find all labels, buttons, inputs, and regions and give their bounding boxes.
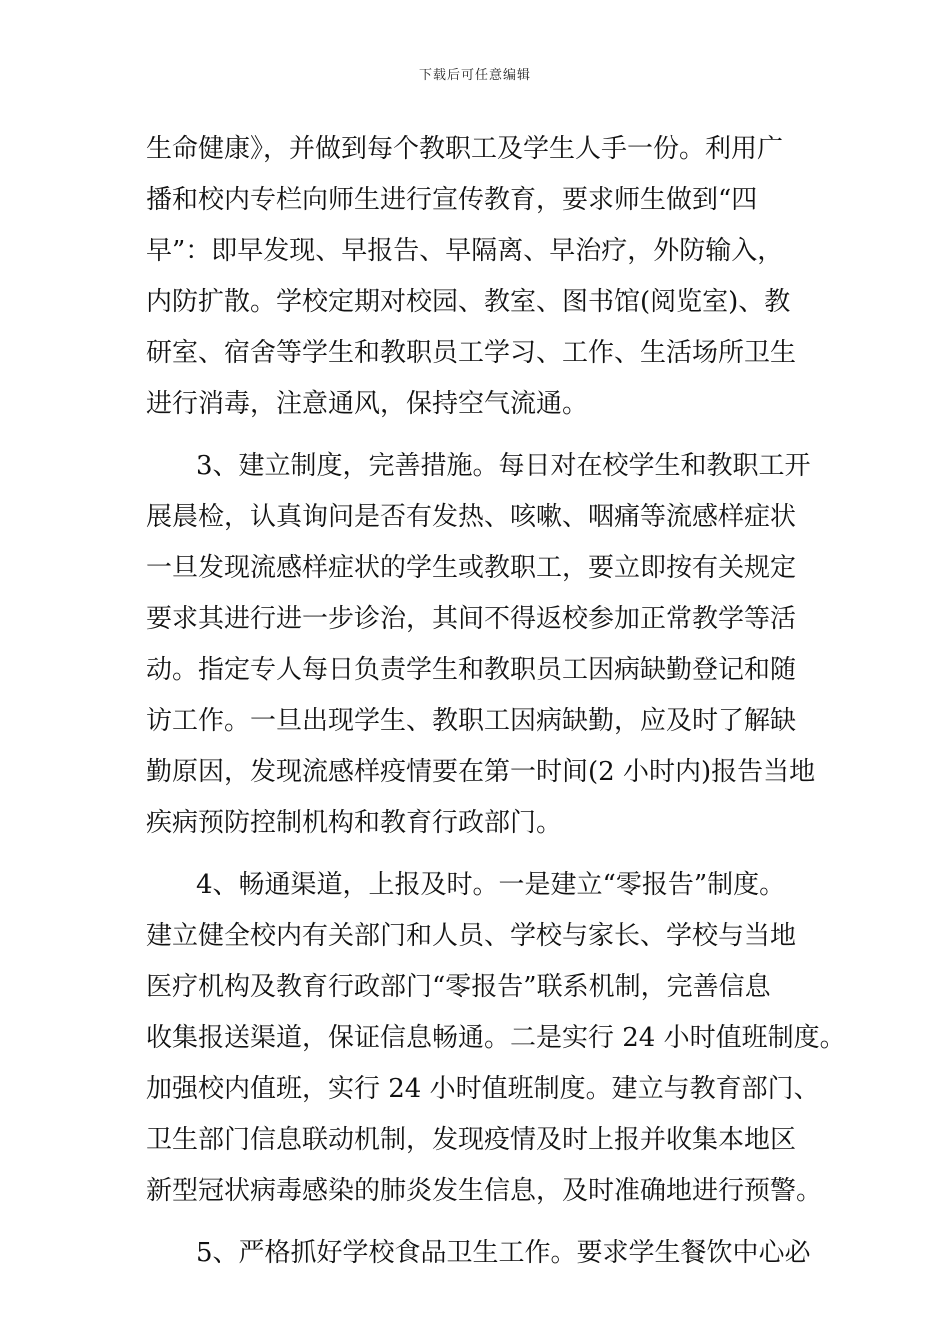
paragraph-2 — [146, 441, 816, 849]
page-header: 下载后可任意编辑 — [418, 68, 531, 83]
text-line: 展晨检，认真询问是否有发热、咳嗽、咽痛等流感样症状 — [146, 502, 797, 532]
text-line: 建立健全校内有关部门和人员、学校与家长、学校与当地 — [146, 921, 797, 951]
text-line: 疾病预防控制机构和教育行政部门。 — [146, 808, 563, 838]
text-line: 早”：即早发现、早报告、早隔离、早治疗，外防输入， — [146, 236, 784, 266]
text-line: 勤原因，发现流感样疫情要在第一时间(2 小时内)报告当地 — [146, 757, 816, 787]
text-line: 3、建立制度，完善措施。每日对在校学生和教职工开 — [196, 451, 811, 481]
text-line: 4、畅通渠道，上报及时。一是建立“零报告”制度。 — [196, 870, 786, 900]
text-line: 访工作。一旦出现学生、教职工因病缺勤，应及时了解缺 — [146, 706, 797, 736]
text-line: 动。指定专人每日负责学生和教职员工因病缺勤登记和随 — [146, 655, 797, 685]
text-line: 进行消毒，注意通风，保持空气流通。 — [146, 389, 589, 419]
text-line: 医疗机构及教育行政部门“零报告”联系机制，完善信息 — [146, 972, 771, 1002]
paragraph-1 — [146, 124, 816, 430]
text-line: 研室、宿舍等学生和教职员工学习、工作、生活场所卫生 — [146, 338, 797, 368]
text-line: 5、严格抓好学校食品卫生工作。要求学生餐饮中心必 — [196, 1238, 811, 1268]
paragraph-4 — [146, 1228, 816, 1279]
text-line: 内防扩散。学校定期对校园、教室、图书馆(阅览室)、教 — [146, 287, 791, 317]
text-line: 加强校内值班，实行 24 小时值班制度。建立与教育部门、 — [146, 1074, 820, 1104]
text-line: 一旦发现流感样症状的学生或教职工，要立即按有关规定 — [146, 553, 797, 583]
text-line: 卫生部门信息联动机制，发现疫情及时上报并收集本地区 — [146, 1125, 797, 1155]
paragraph-3 — [146, 860, 846, 1217]
text-line: 新型冠状病毒感染的肺炎发生信息，及时准确地进行预警。 — [146, 1176, 823, 1206]
text-line: 要求其进行进一步诊治，其间不得返校参加正常教学等活 — [146, 604, 797, 634]
document-body — [146, 124, 846, 1279]
text-line: 生命健康》，并做到每个教职工及学生人手一份。利用广 — [146, 134, 784, 164]
text-line: 收集报送渠道，保证信息畅通。二是实行 24 小时值班制度。 — [146, 1023, 846, 1053]
text-line: 播和校内专栏向师生进行宣传教育，要求师生做到“四 — [146, 185, 758, 215]
